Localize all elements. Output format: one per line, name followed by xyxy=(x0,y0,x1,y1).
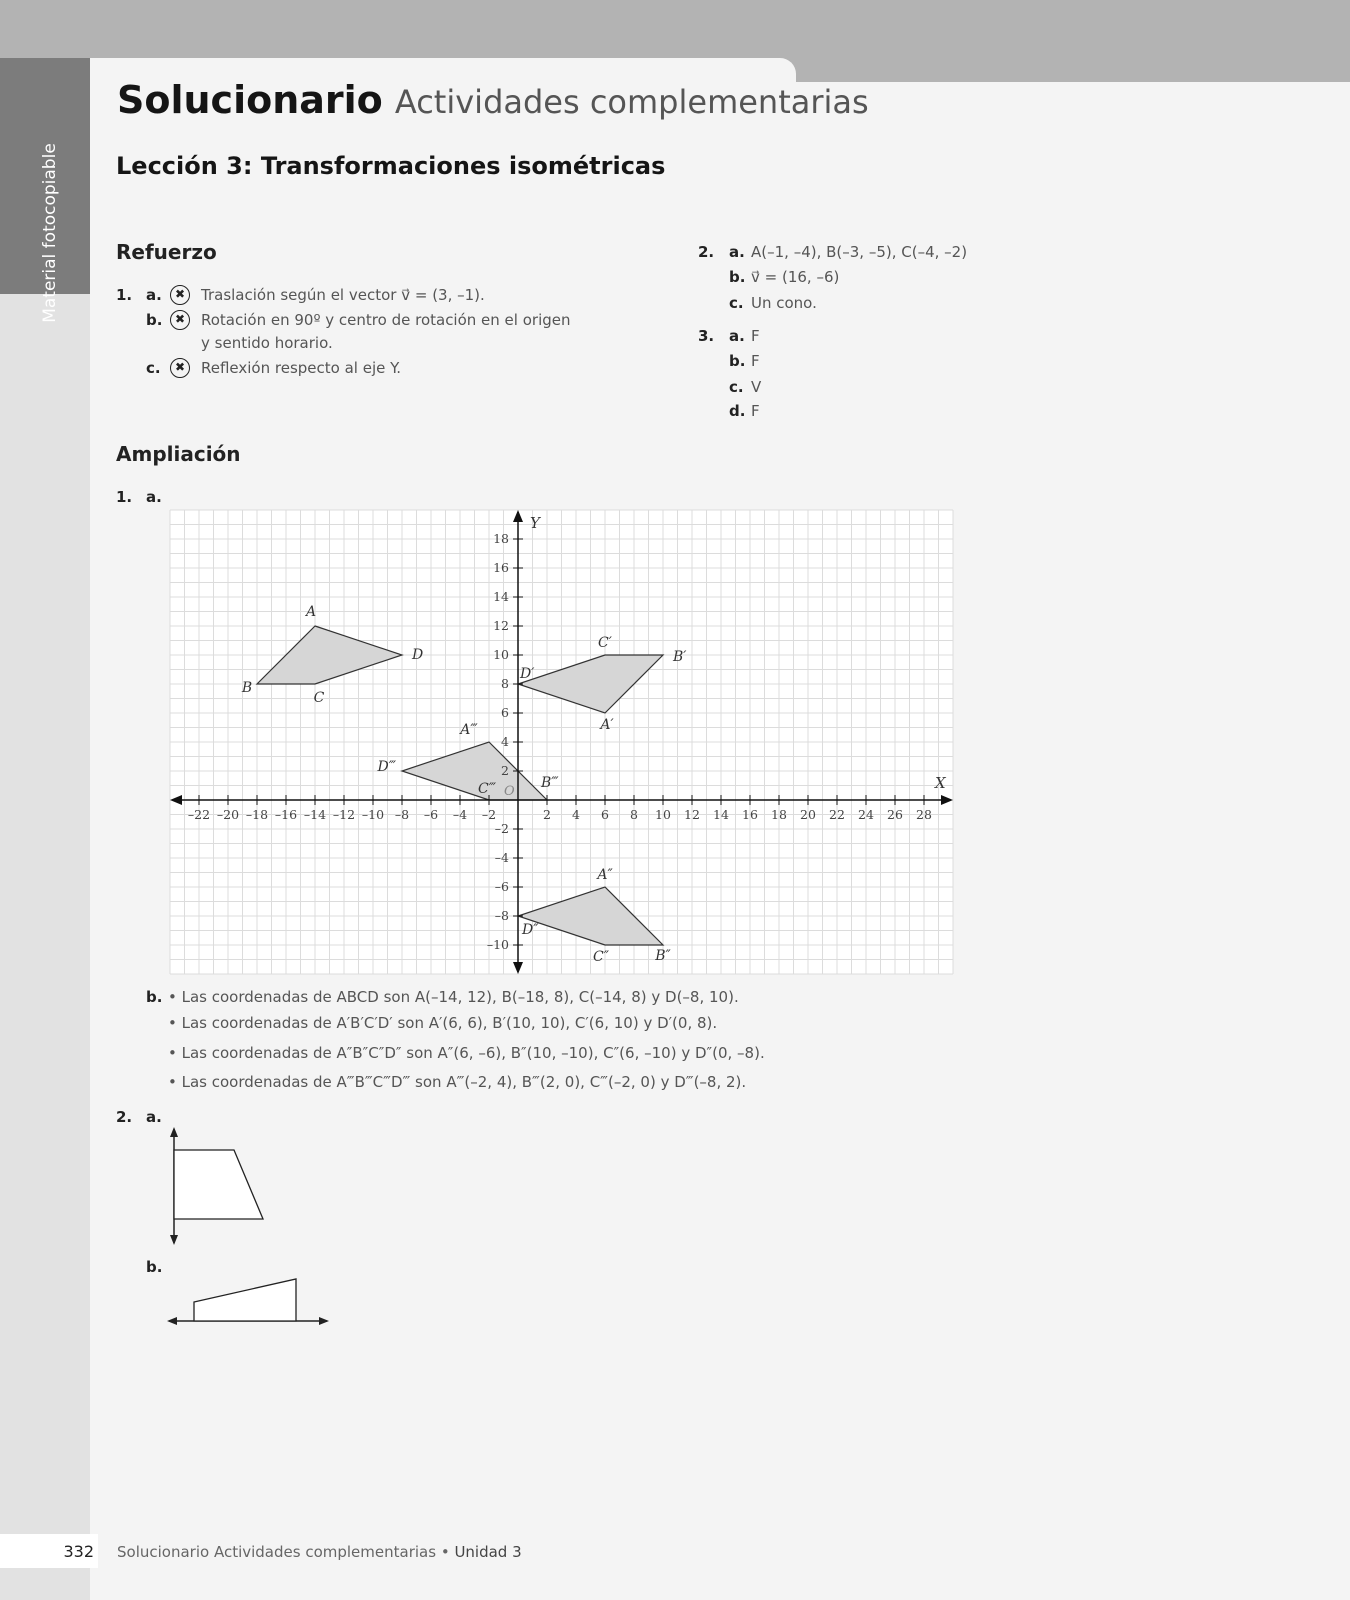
title-rest: Actividades complementarias xyxy=(394,83,869,121)
footer-separator: • xyxy=(436,1543,455,1561)
question-number: 2. xyxy=(698,243,715,261)
answer-text: v⃗ = (16, –6) xyxy=(751,268,840,286)
y-tick-label: –2 xyxy=(494,821,509,836)
vertex-label: C′ xyxy=(598,635,612,651)
vertex-label: C‴ xyxy=(478,781,496,797)
origin-label: O xyxy=(504,784,515,799)
item-letter: b. xyxy=(729,268,746,286)
x-tick-label: –4 xyxy=(452,807,468,822)
vertex-label: D‴ xyxy=(377,759,396,775)
x-tick-label: –12 xyxy=(332,807,356,822)
x-tick-label: –16 xyxy=(274,807,298,822)
arrow-right-icon xyxy=(319,1317,329,1325)
answer-text: F xyxy=(751,327,760,345)
answer-text: Traslación según el vector v⃗ = (3, –1). xyxy=(201,286,485,304)
ampliacion-heading: Ampliación xyxy=(116,442,241,466)
x-tick-label: 20 xyxy=(800,807,816,822)
lesson-title: Lección 3: Transformaciones isométricas xyxy=(116,152,666,180)
x-axis-label: X xyxy=(935,774,946,792)
vertex-label: A xyxy=(305,604,317,620)
arrow-left-icon xyxy=(167,1317,177,1325)
vertex-label: A″ xyxy=(597,867,613,883)
x-tick-label: 8 xyxy=(630,807,638,822)
x-tick-label: 16 xyxy=(742,807,758,822)
refuerzo-heading: Refuerzo xyxy=(116,240,217,264)
y-tick-label: 2 xyxy=(501,763,509,778)
y-tick-label: 12 xyxy=(493,618,509,633)
item-letter: a. xyxy=(729,243,745,261)
answer-text-cont: y sentido horario. xyxy=(201,334,333,352)
y-tick-label: –10 xyxy=(486,937,509,952)
question-number: 3. xyxy=(698,327,715,345)
x-tick-label: 6 xyxy=(601,807,609,822)
answer-text: A(–1, –4), B(–3, –5), C(–4, –2) xyxy=(751,243,968,261)
x-tick-label: –18 xyxy=(245,807,269,822)
y-tick-label: 10 xyxy=(493,647,509,662)
coordinates-bullet: • Las coordenadas de ABCD son A(–14, 12), B(–18, 8), C(–14, 8) y D(–8, 10). xyxy=(168,988,739,1006)
x-tick-label: 12 xyxy=(684,807,700,822)
rotation-axis-figure-a xyxy=(160,1125,280,1247)
y-tick-label: 16 xyxy=(493,560,509,575)
y-tick-label: 4 xyxy=(501,734,509,749)
y-tick-label: 6 xyxy=(501,705,509,720)
x-tick-label: 26 xyxy=(887,807,903,822)
footer-unit: Unidad 3 xyxy=(454,1543,522,1561)
answer-text: Rotación en 90º y centro de rotación en el origen xyxy=(201,311,571,329)
item-letter: b. xyxy=(146,1258,163,1276)
vertex-label: C xyxy=(313,690,325,706)
title-bold: Solucionario xyxy=(117,78,383,122)
item-letter: b. xyxy=(146,988,163,1006)
arrow-down-icon xyxy=(170,1235,178,1245)
item-letter: a. xyxy=(729,327,745,345)
answer-text: Reflexión respecto al eje Y. xyxy=(201,359,402,377)
vertex-label: A‴ xyxy=(460,722,478,738)
x-tick-label: –6 xyxy=(423,807,439,822)
coordinates-bullet: • Las coordenadas de A″B″C″D″ son A″(6, –6), B″(10, –10), C″(6, –10) y D″(0, –8). xyxy=(168,1044,765,1062)
page-number: 332 xyxy=(63,1542,94,1561)
x-tick-label: 22 xyxy=(829,807,845,822)
question-number: 1. xyxy=(116,286,133,304)
arrow-up-icon xyxy=(170,1127,178,1137)
rotation-axis-figure-b xyxy=(165,1270,335,1350)
x-tick-label: –10 xyxy=(361,807,385,822)
vertex-label: B′ xyxy=(673,649,687,665)
vertex-label: A′ xyxy=(600,717,614,733)
item-letter: d. xyxy=(729,402,746,420)
item-letter: b. xyxy=(729,352,746,370)
vertex-label: B″ xyxy=(655,948,671,964)
answer-text: F xyxy=(751,352,760,370)
y-tick-label: –4 xyxy=(494,850,509,865)
answer-text: F xyxy=(751,402,760,420)
vertex-label: B‴ xyxy=(541,775,559,791)
x-tick-label: 10 xyxy=(655,807,671,822)
question-number: 1. xyxy=(116,488,133,506)
footer-title: Solucionario Actividades complementarias xyxy=(117,1543,437,1561)
coordinates-bullet: • Las coordenadas de A′B′C′D′ son A′(6, 6), B′(10, 10), C′(6, 10) y D′(0, 8). xyxy=(168,1014,718,1032)
item-letter: a. xyxy=(146,1108,162,1126)
vertex-label: D″ xyxy=(522,922,539,938)
coordinates-bullet: • Las coordenadas de A‴B‴C‴D‴ son A‴(–2, 4), B‴(2, 0), C‴(–2, 0) y D‴(–8, 2). xyxy=(168,1073,747,1091)
y-tick-label: –6 xyxy=(494,879,509,894)
item-letter: b. xyxy=(146,311,163,329)
x-tick-label: –2 xyxy=(481,807,497,822)
x-tick-label: 2 xyxy=(543,807,551,822)
y-axis-label: Y xyxy=(530,514,540,532)
item-letter: c. xyxy=(729,294,744,312)
trapezoid-shape xyxy=(174,1150,263,1219)
vertex-label: D xyxy=(412,647,424,663)
x-tick-label: –8 xyxy=(394,807,410,822)
x-tick-label: 14 xyxy=(713,807,729,822)
x-tick-label: –14 xyxy=(303,807,327,822)
item-letter: a. xyxy=(146,286,162,304)
question-number: 2. xyxy=(116,1108,133,1126)
item-letter: a. xyxy=(146,488,162,506)
y-tick-label: 14 xyxy=(493,589,509,604)
x-tick-label: –20 xyxy=(216,807,240,822)
page-number-box xyxy=(0,1534,98,1568)
y-tick-label: –8 xyxy=(494,908,509,923)
footer-text xyxy=(117,1543,522,1561)
circled-x-icon: ✖ xyxy=(170,285,190,305)
x-tick-label: –22 xyxy=(187,807,211,822)
x-tick-label: 4 xyxy=(572,807,580,822)
item-letter: c. xyxy=(146,359,161,377)
answer-text: V xyxy=(751,378,762,396)
y-tick-label: 8 xyxy=(501,676,509,691)
circled-x-icon: ✖ xyxy=(170,310,190,330)
item-letter: c. xyxy=(729,378,744,396)
vertex-label: B xyxy=(241,680,253,696)
circled-x-icon: ✖ xyxy=(170,358,190,378)
vertex-label: D′ xyxy=(520,666,535,682)
vertex-label: C″ xyxy=(593,949,609,965)
x-tick-label: 24 xyxy=(858,807,874,822)
x-tick-label: 28 xyxy=(916,807,932,822)
y-tick-label: 18 xyxy=(493,531,509,546)
x-tick-label: 18 xyxy=(771,807,787,822)
side-label: Material fotocopiable xyxy=(40,143,60,323)
answer-text: Un cono. xyxy=(751,294,817,312)
trapezoid-shape xyxy=(194,1279,296,1321)
